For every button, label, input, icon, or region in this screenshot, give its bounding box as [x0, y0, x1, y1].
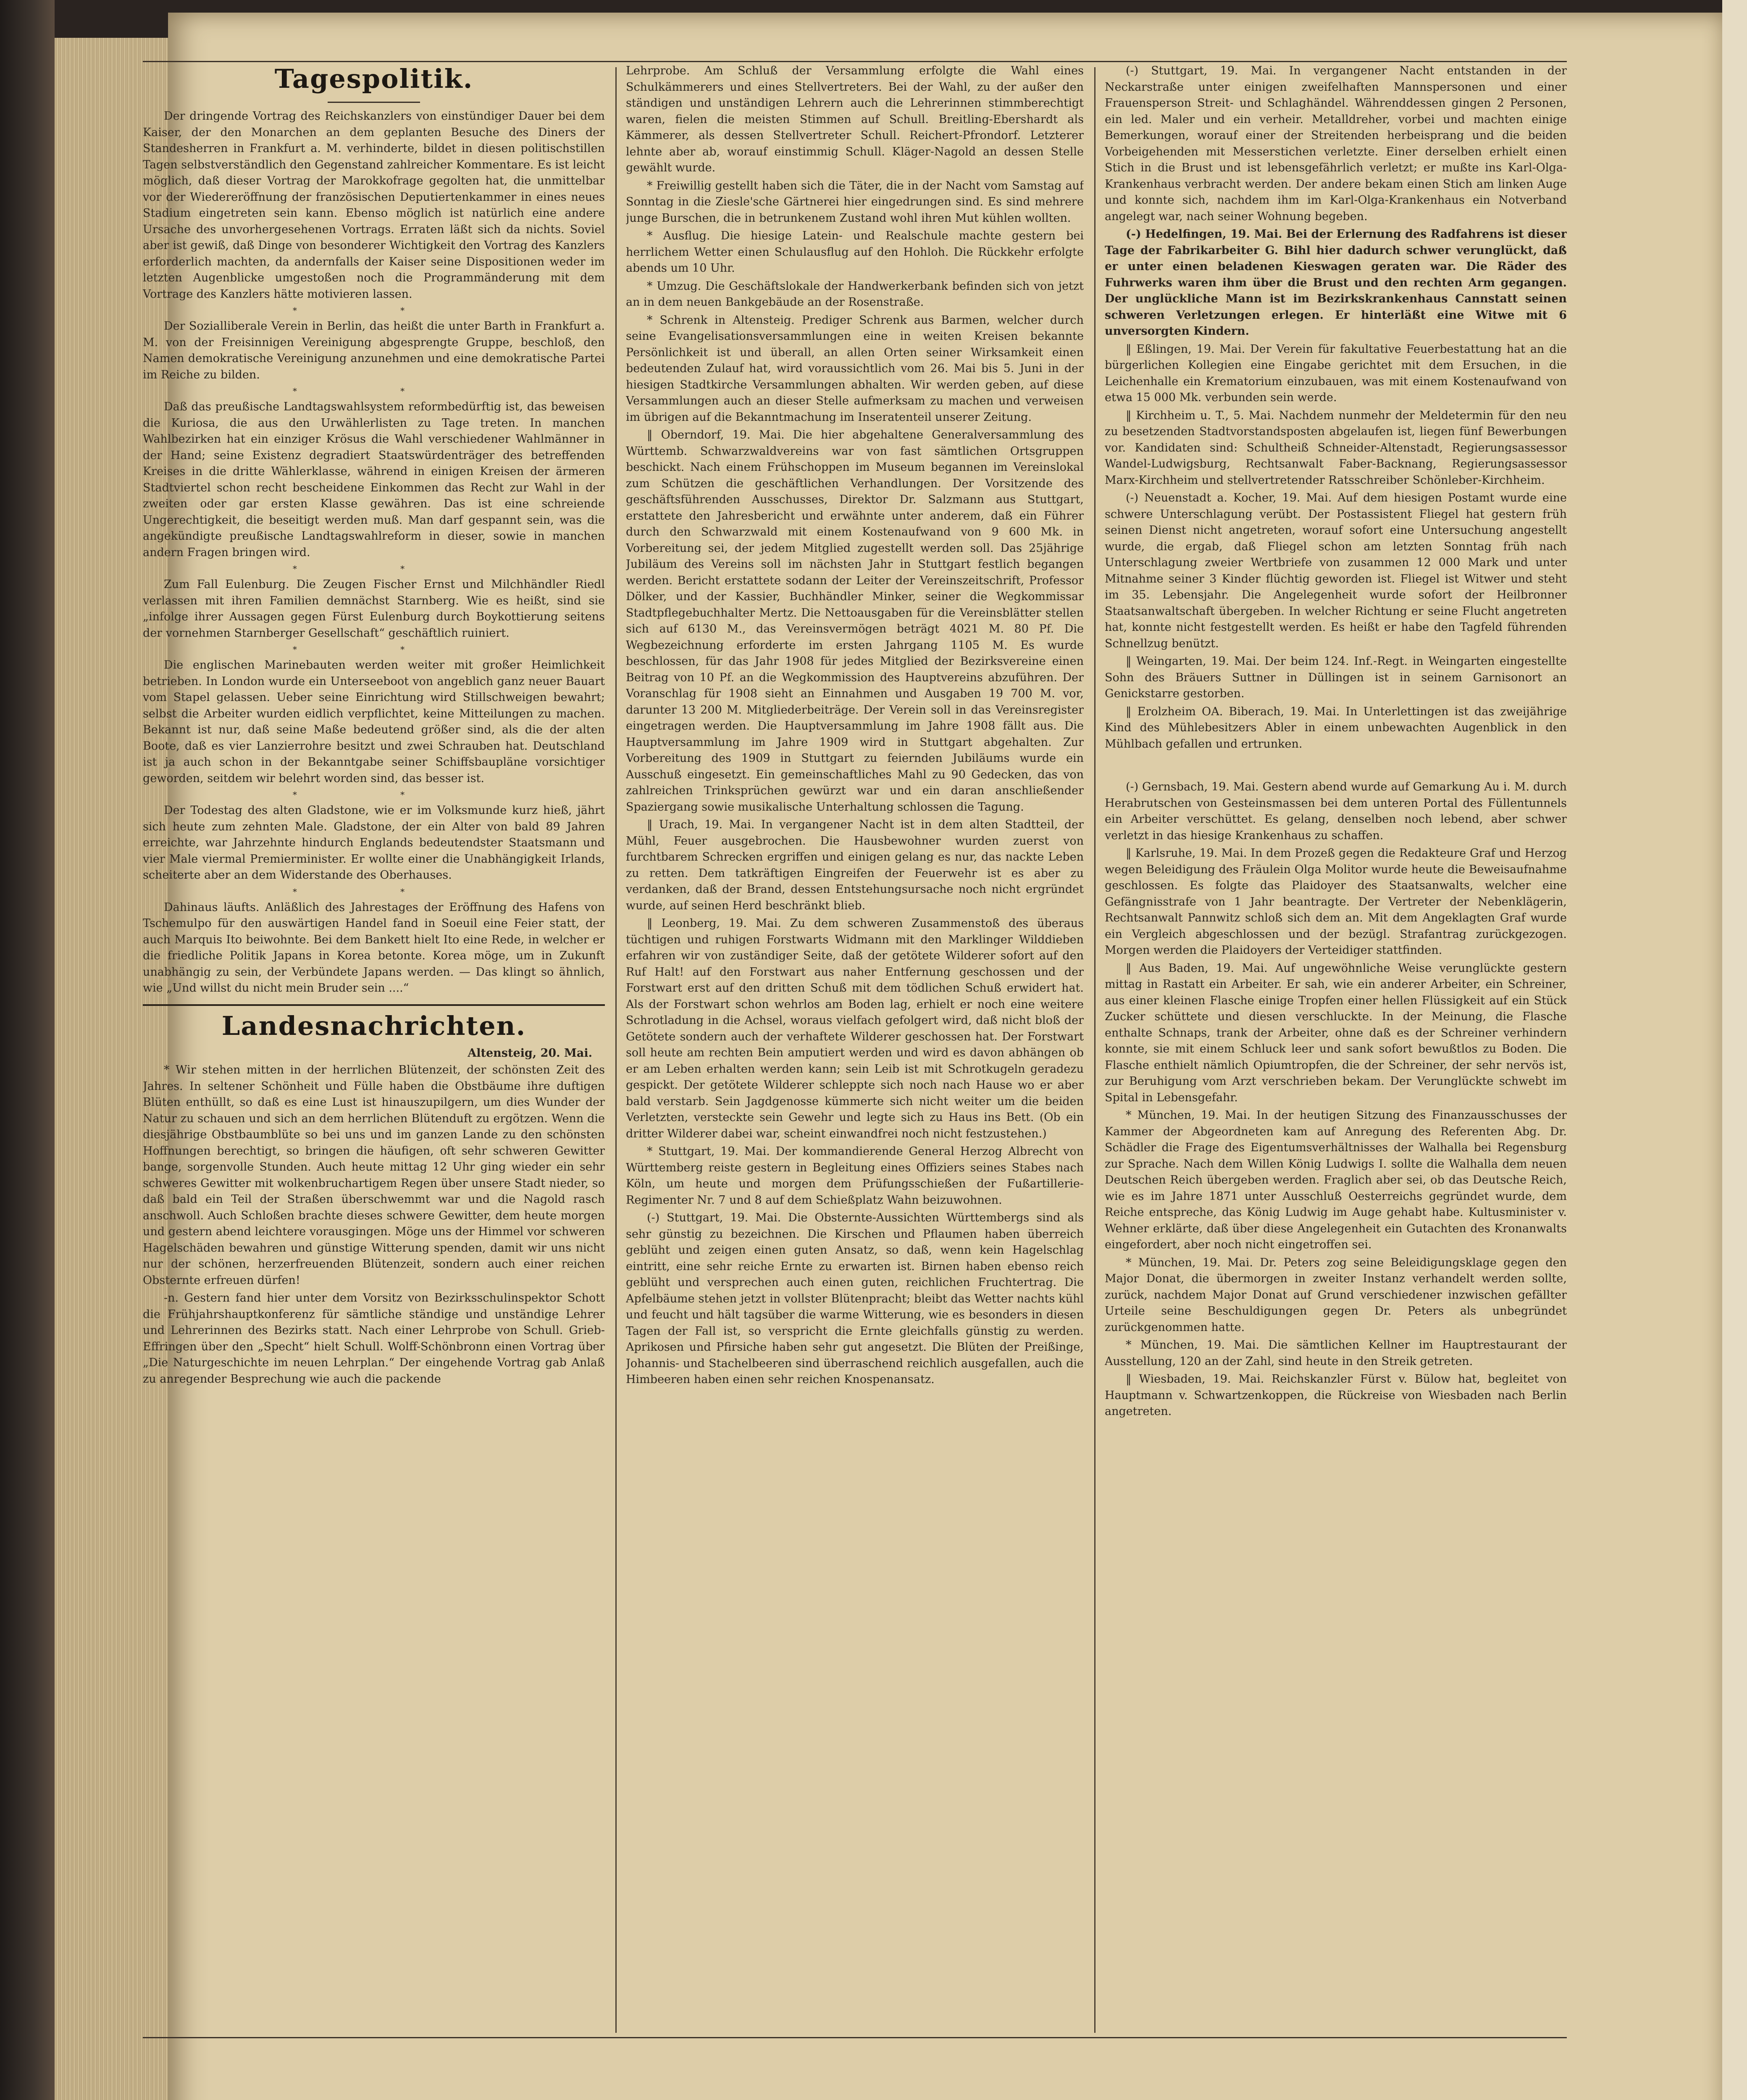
article-paragraph: ‖ Leonberg, 19. Mai. Zu dem schweren Zusammenstoß des überaus tüchtigen und ruhigen Forstwarts Widmann mit den Marklinger Wilddieben erfahren wir von zuständiger Seite, daß der getötete Wilderer sofort auf den Ruf Halt! auf den Forstwart aus naher Entfernung geschossen und der Forstwart erst auf den dritten Schuß mit dem tödlichen Schuß erwidert hat. Als der Forstwart schon wehrlos am Boden lag, erhielt er noch eine weitere Schrotladung in die Achsel, woraus vielfach gefolgert wird, daß nicht bloß der Getötete sondern auch der verhaftete Wilderer geschossen hat. Der Forstwart soll heute am rechten Bein amputiert werden und wird es davon abhängen ob er am Leben erhalten werden kann; sein Leib ist mit Schrotkugeln geradezu gespickt. Der getötete Wilderer schleppte sich noch nach Hause wo er aber bald verstarb. Sein Jagdgenosse kümmerte sich nicht weiter um die beiden Verletzten, versteckte sein Gewehr und legte sich zu Haus ins Bett. (Ob ein dritter Wilderer dabei war, scheint einwandfrei noch nicht festzustehen.): [626, 917, 1084, 1140]
article-paragraph: ‖ Wiesbaden, 19. Mai. Reichskanzler Fürst v. Bülow hat, begleitet von Hauptmann v. Schwartzenkoppen, die Rückreise von Wiesbaden nach Berlin angetreten.: [1105, 1373, 1567, 1418]
column-2: [626, 63, 1084, 2037]
separator-asterisks: * *: [292, 644, 455, 654]
article-paragraph: (-) Neuenstadt a. Kocher, 19. Mai. Auf dem hiesigen Postamt wurde eine schwere Unterschlagung verübt. Der Postassistent Fliegel hat gestern früh seinen Dienst nicht angetreten, worauf sofort eine Untersuchung angestellt wurde, die ergab, daß Fliegel schon am letzten Sonntag früh nach Unterschlagung zweier Wertbriefe von zusammen 12 000 Mark und unter Mitnahme seiner 3 Kinder flüchtig geworden ist. Fliegel ist Witwer und steht im 35. Lebensjahr. Die Angelegenheit wurde sofort der Heilbronner Staatsanwaltschaft übergeben. In welcher Richtung er seine Flucht angetreten hat, konnte nicht festgestellt werden. Es heißt er habe den Tagfeld führenden Schnellzug benützt.: [1105, 491, 1567, 650]
article-paragraph: (-) Hedelfingen, 19. Mai. Bei der Erlernung des Radfahrens ist dieser Tage der Fabrikarbeiter G. Bihl hier dadurch schwer verunglückt, daß er unter einen beladenen Kieswagen geraten war. Die Räder des Fuhrwerks waren ihm über die Brust und den rechten Arm gegangen. Der unglückliche Mann ist im Bezirkskrankenhaus Cannstatt seinen schweren Verletzungen erlegen. Er hinterläßt eine Witwe mit 6 unversorgten Kindern.: [1105, 228, 1567, 338]
column-gap: [1105, 754, 1567, 779]
article-paragraph: ‖ Oberndorf, 19. Mai. Die hier abgehaltene Generalversammlung des Württemb. Schwarzwaldvereins war von fast sämtlichen Ortsgruppen beschickt. Nach einem Frühschoppen im Museum begannen im Vereinslokal zum Schützen die geschäftlichen Verhandlungen. Der Vorsitzende des geschäftsführenden Ausschusses, Direktor Dr. Salzmann aus Stuttgart, erstattete den Jahresbericht und erwähnte unter anderem, daß ein Führer durch den Schwarzwald mit einem Kostenaufwand von 9 600 Mk. in Vorbereitung sei, der jedem Mitglied zugestellt werden soll. Das 25jährige Jubiläum des Vereins soll im nächsten Jahr in Stuttgart festlich begangen werden. Bericht erstattete sodann der Leiter der Vereinszeitschrift, Professor Dölker, und der Kassier, Buchhändler Minker, seiner die Wegkommissar Stadtpflegebuchhalter Mertz. Die Nettoausgaben für die Vereinsblätter stellen sich auf 6130 M., das Vereinsvermögen beträgt 4021 M. 80 Pf. Die Wegbezeichnung erforderte im ersten Jahrgang 1105 M. Es wurde beschlossen, für das Jahr 1908 für jedes Mitglied der Bezirksvereine einen Beitrag von 10 Pf. an die Wegkommission des Hauptvereins abzuführen. Der Voranschlag für 1908 sieht an Einnahmen und Ausgaben 19 700 M. vor, darunter 13 200 M. Mitgliederbeiträge. Der Verein soll in das Vereinsregister eingetragen werden. Die Hauptversammlung im Jahre 1908 fällt aus. Die Hauptversammlung im Jahre 1909 wird in Stuttgart abgehalten. Zur Vorbereitung des 1909 in Stuttgart zu feiernden Jubiläums wurde ein Ausschuß eingesetzt. Ein gemeinschaftliches Mahl zu 90 Gedecken, das von zahlreichen Trinksprüchen gewürzt war und ein daran anschließender Spaziergang sowie musikalische Unterhaltung schlossen die Tagung.: [626, 428, 1084, 814]
article-paragraph: ‖ Urach, 19. Mai. In vergangener Nacht ist in dem alten Stadtteil, der Mühl, Feuer ausgebrochen. Die Hausbewohner wurden zuerst von furchtbarem Schrecken ergriffen und einigen gelang es nur, das nackte Leben zu retten. Dem tatkräftigen Eingreifen der Feuerwehr ist es aber zu verdanken, daß der Brand, dessen Entstehungsursache noch nicht ergründet wurde, auf seinen Herd beschränkt blieb.: [626, 818, 1084, 912]
article-paragraph: * München, 19. Mai. In der heutigen Sitzung des Finanzausschusses der Kammer der Abgeordneten kam auf Anregung des Referenten Abg. Dr. Schädler die Frage des Eigentumsverhältnisses der Walhalla bei Regensburg zur Sprache. Nach dem Willen König Ludwigs I. sollte die Walhalla dem neuen Deutschen Reich übergeben werden. Fraglich aber sei, ob das Deutsche Reich, wie es im Jahre 1871 unter Ausschluß Oesterreichs gegründet wurde, dem Reiche entspreche, das König Ludwig im Auge gehabt habe. Kultusminister v. Wehner erklärte, daß über diese Angelegenheit ein Gutachten des Kronanwalts eingefordert, aber noch nicht eingetroffen sei.: [1105, 1109, 1567, 1251]
page-right-edge: [1722, 0, 1747, 2100]
column-rule-1: [615, 67, 617, 2033]
section-divider: [143, 1004, 605, 1006]
article-paragraph: Dahinaus läufts. Anläßlich des Jahrestages der Eröffnung des Hafens von Tschemulpo für den auswärtigen Handel fand in Soeuil eine Feier statt, der auch Marquis Ito beiwohnte. Bei dem Bankett hielt Ito eine Rede, in welcher er die friedliche Politik Japans in Korea betonte. Korea möge, um in Zukunft unabhängig zu sein, der Verbündete Japans werden. — Das klingt so ähnlich, wie „Und willst du nicht mein Bruder sein ....“: [143, 900, 605, 995]
separator-asterisks: * *: [292, 305, 455, 315]
heading-ornament: [143, 98, 605, 106]
article-paragraph: * Schrenk in Altensteig. Prediger Schrenk aus Barmen, welcher durch seine Evangelisationsversammlungen eine in weiten Kreisen bekannte Persönlichkeit ist und überall, an allen Orten seiner Wirksamkeit einen bedeutenden Zulauf hat, wird voraussichtlich vom 26. Mai bis 5. Juni in der hiesigen Stadtkirche Versammlungen abhalten. Wir werden geben, auf diese Versammlungen auch an dieser Stelle aufmerksam zu machen und verweisen im übrigen auf die Bekanntmachung im Inseratenteil unserer Zeitung.: [626, 313, 1084, 424]
article-paragraph: ‖ Kirchheim u. T., 5. Mai. Nachdem nunmehr der Meldetermin für den neu zu besetzenden Stadtvorstandsposten abgelaufen ist, liegen fünf Bewerbungen vor. Kandidaten sind: Schultheiß Schneider-Altenstadt, Regierungsassessor Wandel-Ludwigsburg, Rechtsanwalt Faber-Backnang, Regierungsassessor Marx-Kirchheim und stellvertretender Ratsschreiber Schönleber-Kirchheim.: [1105, 409, 1567, 487]
article-paragraph: Der Todestag des alten Gladstone, wie er im Volksmunde kurz hieß, jährt sich heute zum zehnten Male. Gladstone, der ein Alter von bald 89 Jahren erreichte, war Jahrzehnte hindurch Englands bedeutendster Staatsmann und vier Male viermal Premierminister. Er wollte einer die Unabhängigkeit Irlands, scheiterte aber an dem Widerstande des Oberhauses.: [143, 804, 605, 882]
article-paragraph: ‖ Weingarten, 19. Mai. Der beim 124. Inf.-Regt. in Weingarten eingestellte Sohn des Bräuers Suttner in Düllingen ist in seinem Garnisonort an Genickstarre gestorben.: [1105, 655, 1567, 700]
column-rule-2: [1094, 67, 1095, 2033]
bottom-rule: [143, 2037, 1567, 2038]
article-paragraph: (-) Stuttgart, 19. Mai. Die Obsternte-Aussichten Württembergs sind als sehr günstig zu bezeichnen. Die Kirschen und Pflaumen haben überreich geblüht und zeigen einen guten Ansatz, so daß, wenn kein Hagelschlag eintritt, eine sehr reiche Ernte zu erwarten ist. Birnen haben ebenso reich geblüht und versprechen auch einen guten, reichlichen Fruchtertrag. Die Apfelbäume stehen jetzt in vollster Blütenpracht; bleibt das Wetter nachts kühl und feucht und hält tagsüber die warme Witterung, wie es besonders in diesen Tagen der Fall ist, so verspricht die Ernte gleichfalls günstig zu werden. Aprikosen und Pfirsiche haben sehr gut angesetzt. Die Blüten der Preißinge, Johannis- und Stachelbeeren sind überraschend reichlich ausgefallen, auch die Himbeeren haben einen sehr reichen Knospenansatz.: [626, 1211, 1084, 1386]
article-paragraph: -n. Gestern fand hier unter dem Vorsitz von Bezirksschulinspektor Schott die Frühjahrshauptkonferenz für sämtliche ständige und unständige Lehrer und Lehrerinnen des Bezirks statt. Nach einer Lehrprobe von Schull. Grieb-Effringen über den „Specht“ hielt Schull. Wolff-Schönbronn einen Vortrag über „Die Naturgeschichte im neuen Lehrplan.“ Der eingehende Vortrag gab Anlaß zu anregender Besprechung wie auch die packende: [143, 1292, 605, 1386]
article-paragraph: * München, 19. Mai. Dr. Peters zog seine Beleidigungsklage gegen den Major Donat, die übermorgen in zweiter Instanz verhandelt werden sollte, zurück, nachdem Major Donat auf Grund verschiedener inzwischen gefällter Urteile seine Beschuldigungen gegen Dr. Peters als unbegründet zurückgenommen hatte.: [1105, 1256, 1567, 1334]
article-paragraph: * Ausflug. Die hiesige Latein- und Realschule machte gestern bei herrlichem Wetter einen Schulausflug auf den Hohloh. Die Rückkehr erfolgte abends um 10 Uhr.: [626, 229, 1084, 275]
article-paragraph: Daß das preußische Landtagswahlsystem reformbedürftig ist, das beweisen die Kuriosa, die aus den Urwählerlisten zu Tage treten. In manchen Wahlbezirken hat ein einziger Krösus die Wahl verschiedener Wahlmänner in der Hand; seine Existenz degradiert Staatswürdenträger des betreffenden Kreises in die dritte Wählerklasse, während in einigen Kreisen der ärmeren Stadtviertel schon recht bescheidene Einkommen das Recht zur Wahl in der zweiten oder gar ersten Klasse gewähren. Das ist eine schreiende Ungerechtigkeit, die beseitigt werden muß. Man darf gespannt sein, was die angekündigte preußische Landtagswahlreform in dieser, sowie in manchen andern Fragen bringen wird.: [143, 400, 605, 559]
section-heading-landesnachrichten: Landesnachrichten.: [221, 1010, 526, 1041]
article-paragraph: Zum Fall Eulenburg. Die Zeugen Fischer Ernst und Milchhändler Riedl verlassen mit ihren Familien demnächst Starnberg. Wie es heißt, sind sie „infolge ihrer Aussagen gegen Fürst Eulenburg durch Boykottierung seitens der vornehmen Starnberger Gesellschaft“ geschäftlich ruiniert.: [143, 578, 605, 640]
article-paragraph: * Umzug. Die Geschäftslokale der Handwerkerbank befinden sich von jetzt an in dem neuen Bankgebäude an der Rosenstraße.: [626, 279, 1084, 309]
article-paragraph: ‖ Eßlingen, 19. Mai. Der Verein für fakultative Feuerbestattung hat an die bürgerlichen Kollegien eine Eingabe gerichtet mit dem Ersuchen, in die Leichenhalle ein Krematorium einzubauen, was mit einem Kostenaufwand von etwa 15 000 Mk. verbunden sein werde.: [1105, 342, 1567, 404]
article-paragraph: * Freiwillig gestellt haben sich die Täter, die in der Nacht vom Samstag auf Sonntag in die Ziesle'sche Gärtnerei hier eingedrungen sind. Es sind mehrere junge Burschen, die in betrunkenem Zustand wohl ihren Mut kühlen wollten.: [626, 179, 1084, 225]
article-paragraph: ‖ Karlsruhe, 19. Mai. In dem Prozeß gegen die Redakteure Graf und Herzog wegen Beleidigung des Fräulein Olga Molitor wurde heute die Beweisaufnahme geschlossen. Es folgte das Plaidoyer des Staatsanwalts, welcher eine Gefängnisstrafe von 1 Jahr beantragte. Der Vertreter der Nebenklägerin, Rechtsanwalt Pannwitz schloß sich dem an. Mit dem Angeklagten Graf wurde ein Vergleich abgeschlossen und der bezügl. Strafantrag zurückgezogen. Morgen werden die Plaidoyers der Verteidiger stattfinden.: [1105, 847, 1567, 957]
top-rule: [143, 61, 1567, 62]
article-paragraph: Lehrprobe. Am Schluß der Versammlung erfolgte die Wahl eines Schulkämmerers und eines Stellvertreters. Bei der Wahl, zu der außer den ständigen und unständigen Lehrern auch die Lehrerinnen stimmberechtigt waren, fielen die meisten Stimmen auf Schull. Breitling-Ebershardt als Kämmerer, als dessen Stellvertreter Schull. Reichert-Pfrondorf. Letzterer lehnte aber ab, worauf einstimmig Schull. Kläger-Nagold an dessen Stelle gewählt wurde.: [626, 64, 1084, 174]
article-paragraph: * München, 19. Mai. Die sämtlichen Kellner im Hauptrestaurant der Ausstellung, 120 an der Zahl, sind heute in den Streik getreten.: [1105, 1339, 1567, 1368]
dateline: Altensteig, 20. Mai.: [468, 1046, 592, 1060]
separator-asterisks: * *: [292, 386, 455, 396]
article-paragraph: * Wir stehen mitten in der herrlichen Blütenzeit, der schönsten Zeit des Jahres. In seltener Schönheit und Fülle haben die Obstbäume ihre duftigen Blüten enthüllt, so daß es eine Lust ist hinauszupilgern, um dies Wunder der Natur zu schauen und sich an dem herrlichen Blütenduft zu ergötzen. Wenn die diesjährige Obstbaumblüte so bei uns und im ganzen Lande zu den schönsten Hoffnungen berechtigt, so bringen die häufigen, oft sehr schweren Gewitter bange, sorgenvolle Stunden. Auch heute mittag 12 Uhr ging wieder ein sehr schweres Gewitter mit wolkenbruchartigem Regen über unsere Stadt nieder, so daß bald ein Teil der Straßen überschwemmt war und die Nagold rasch anschwoll. Auch Schloßen brachte dieses schwere Gewitter, dem heute morgen und gestern abend leichtere vorausgingen. Möge uns der Himmel vor schweren Hagelschäden bewahren und günstige Witterung spenden, damit wir uns nicht nur der schönen, herzerfreuenden Blütenzeit, sondern auch einer reichen Obsternte erfreuen dürfen!: [143, 1063, 605, 1287]
separator-asterisks: * *: [292, 564, 455, 574]
separator-asterisks: * *: [292, 886, 455, 897]
section-heading-tagespolitik: Tagespolitik.: [274, 63, 473, 94]
article-paragraph: (-) Stuttgart, 19. Mai. In vergangener Nacht entstanden in der Neckarstraße unter einigen zweifelhaften Mannspersonen und einer Frauensperson Streit- und Schlaghändel. Währenddessen gingen 2 Personen, ein led. Maler und ein verheir. Metalldreher, vorbei und machten einige Bemerkungen, worauf einer der Streitenden herbeisprang und die beiden Vorbeigehenden mit Messerstichen verletzte. Einer derselben erhielt einen Stich in die Brust und ist lebensgefährlich verletzt; er mußte ins Karl-Olga-Krankenhaus verbracht werden. Der andere bekam einen Stich am linken Auge und konnte sich, nachdem ihm im Karl-Olga-Krankenhaus ein Notverband angelegt war, nach seiner Wohnung begeben.: [1105, 64, 1567, 223]
column-1: [143, 63, 605, 2037]
article-paragraph: * Stuttgart, 19. Mai. Der kommandierende General Herzog Albrecht von Württemberg reiste gestern in Begleitung eines Offiziers seines Stabes nach Köln, um heute und morgen dem Prüfungsschießen der Fußartillerie-Regimenter Nr. 7 und 8 auf dem Schießplatz Wahn beizuwohnen.: [626, 1145, 1084, 1207]
article-paragraph: Die englischen Marinebauten werden weiter mit großer Heimlichkeit betrieben. In London wurde ein Unterseeboot von angeblich ganz neuer Bauart vom Stapel gelassen. Ueber seine Einrichtung wird Stillschweigen bewahrt; selbst die Arbeiter wurden eidlich verpflichtet, keine Mitteilungen zu machen. Bekannt ist nur, daß seine Maße bedeutend größer sind, als die der alten Boote, daß es vier Lanzierrohre besitzt und zwei Schrauben hat. Deutschland ist ja auch schon in der Bekanntgabe seiner Schiffsbaupläne vorsichtiger geworden, seitdem wir belehrt worden sind, das besser ist.: [143, 659, 605, 785]
book-binding: [0, 0, 55, 2100]
separator-asterisks: * *: [292, 790, 455, 800]
article-paragraph: ‖ Erolzheim OA. Biberach, 19. Mai. In Unterlettingen ist das zweijährige Kind des Mühlebesitzers Abler in einem unbewachten Augenblick in den Mühlbach gefallen und ertrunken.: [1105, 705, 1567, 751]
column-3: [1105, 63, 1567, 2037]
article-paragraph: Der Sozialliberale Verein in Berlin, das heißt die unter Barth in Frankfurt a. M. von der Freisinnigen Vereinigung abgesprengte Gruppe, beschloß, den Namen demokratische Vereinigung anzunehmen und eine demokratische Partei im Reiche zu bilden.: [143, 320, 605, 381]
article-paragraph: ‖ Aus Baden, 19. Mai. Auf ungewöhnliche Weise verunglückte gestern mittag in Rastatt ein Arbeiter. Er sah, wie ein anderer Arbeiter, ein Schreiner, aus einer kleinen Flasche einige Tropfen einer hellen Flüssigkeit auf ein Stück Zucker schüttete und diesen verschluckte. In der Meinung, die Flasche enthalte Schnaps, trank der Arbeiter, ohne daß es der Schreiner verhindern konnte, sie mit einem Schluck leer und sank sofort bewußtlos zu Boden. Die Flasche enthielt nämlich Opiumtropfen, die der Schreiner, der sehr nervös ist, zur Beruhigung vom Arzt verschrieben bekam. Der Verunglückte schwebt im Spital in Lebensgefahr.: [1105, 961, 1567, 1104]
article-paragraph: Der dringende Vortrag des Reichskanzlers von einstündiger Dauer bei dem Kaiser, der den Monarchen an dem geplanten Besuche des Diners der Standesherren in Frankfurt a. M. verhinderte, bildet in diesen politischstillen Tagen selbstverständlich den Gegenstand zahlreicher Kommentare. Es ist leicht möglich, daß dieser Vortrag der Marokkofrage gegolten hat, die unmittelbar vor der Wiedereröffnung der französischen Deputiertenkammer in eines neues Stadium eingetreten sein kann. Ebenso möglich ist natürlich eine andere Ursache des unvorhergesehenen Vortrags. Erraten läßt sich da nichts. Soviel aber ist gewiß, daß Dinge von besonderer Wichtigkeit den Vortrag des Kanzlers erforderlich machten, da andernfalls der Kaiser seine Dispositionen weder im letzten Augenblicke umgestoßen noch die Programmänderung mit dem Vortrage des Kanzlers hätte motivieren lassen.: [143, 110, 605, 301]
article-paragraph: (-) Gernsbach, 19. Mai. Gestern abend wurde auf Gemarkung Au i. M. durch Herabrutschen von Gesteinsmassen bei dem unteren Portal des Füllentunnels ein Arbeiter verschüttet. Es gelang, denselben noch lebend, aber schwer verletzt in das hiesige Krankenhaus zu schaffen.: [1105, 780, 1567, 842]
